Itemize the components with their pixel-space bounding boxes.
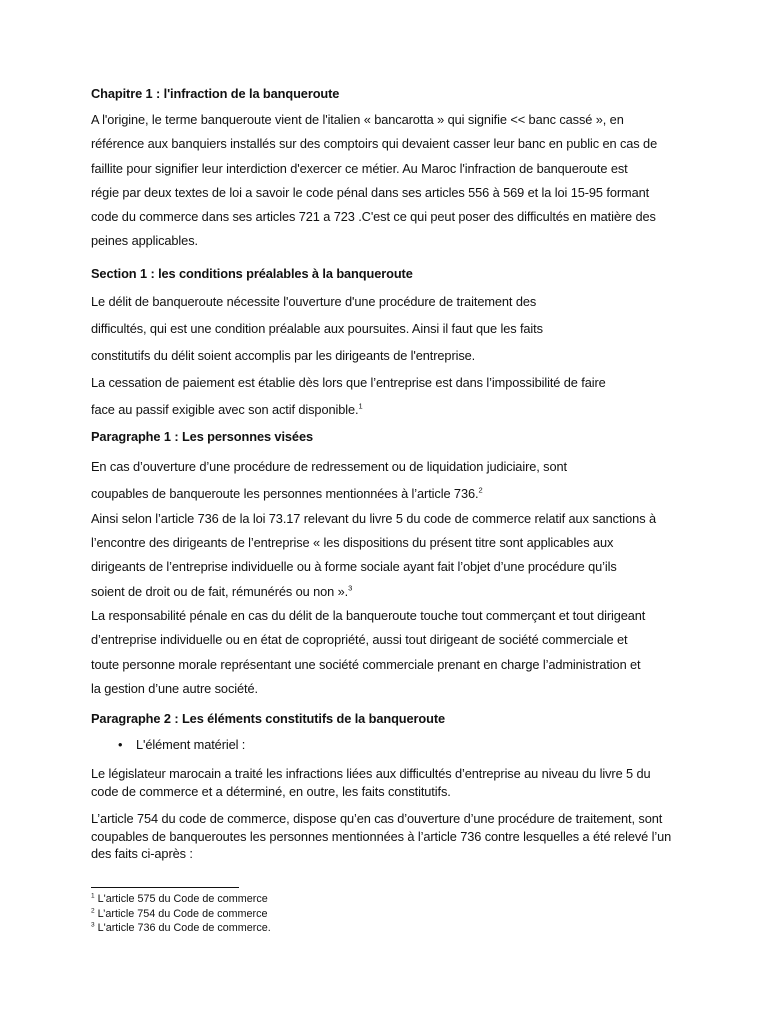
text-span: soient de droit ou de fait, rémunérés ou non ». xyxy=(91,583,349,599)
text-line: La cessation de paiement est établie dès lors que l’entreprise est dans l’impossibilité de faire xyxy=(91,374,606,390)
text-line: régie par deux textes de loi a savoir le code pénal dans ses articles 556 à 569 et la loi 15-95 formant xyxy=(91,184,650,200)
footnote-ref[interactable]: 1 xyxy=(358,401,363,411)
text-line: En cas d’ouverture d’une procédure de redressement ou de liquidation judiciaire, sont xyxy=(91,458,567,474)
footnote-text: L’article 754 du Code de commerce xyxy=(97,907,268,920)
text-line: constitutifs du délit soient accomplis par les dirigeants de l'entreprise. xyxy=(91,347,476,363)
chapter-title: Chapitre 1 : l'infraction de la banqueroute xyxy=(91,86,340,101)
paragraph2-text-b: L’article 754 du code de commerce, dispose qu’en cas d’ouverture d’une procédure de traitement, sont coupables de banqueroutes les personnes mentionnées à l’article 736 contre lesquelles a été relevé l’un des faits ci-après : xyxy=(91,811,672,862)
footnote-number: 1 xyxy=(91,892,95,900)
footnote-item xyxy=(91,907,271,922)
text-line: La responsabilité pénale en cas du délit de la banqueroute touche tout commerçant et tout dirigeant xyxy=(91,607,646,623)
bullet-label: L'élément matériel : xyxy=(136,737,246,753)
paragraph1-text-c xyxy=(91,604,681,701)
intro-paragraph xyxy=(91,108,681,254)
text-line: dirigeants de l’entreprise individuelle ou à forme sociale ayant fait l’objet d’une procédure qu’ils xyxy=(91,559,617,575)
footnotes xyxy=(91,892,271,936)
footnote-item xyxy=(91,921,271,936)
paragraph1-text-b xyxy=(91,507,681,604)
text-line-with-note xyxy=(91,480,681,507)
document-body xyxy=(91,84,681,863)
text-line-with-note xyxy=(91,396,681,423)
text-line: A l'origine, le terme banqueroute vient de l'italien « bancarotta » qui signifie << banc cassé », en xyxy=(91,112,624,127)
bullet-item xyxy=(91,733,681,757)
text-line: toute personne morale représentant une société commerciale prenant en charge l’administration et xyxy=(91,656,641,672)
paragraph2-text-a: Le législateur marocain a traité les infractions liées aux difficultés d’entreprise au niveau du livre 5 du code de commerce et a déterminé, en outre, les faits constitutifs. xyxy=(91,766,651,799)
paragraph-title: Paragraphe 2 : Les éléments constitutifs de la banqueroute xyxy=(91,711,446,727)
footnote-separator xyxy=(91,887,239,888)
text-line: Le délit de banqueroute nécessite l'ouverture d'une procédure de traitement des xyxy=(91,293,537,309)
section1-paragraph xyxy=(91,288,681,423)
section-title: Section 1 : les conditions préalables à la banqueroute xyxy=(91,265,413,281)
text-line: l’encontre des dirigeants de l’entreprise « les dispositions du présent titre sont applicables aux xyxy=(91,535,614,551)
text-span: face au passif exigible avec son actif disponible. xyxy=(91,401,359,417)
bullet-icon: • xyxy=(118,737,123,753)
footnote-number: 2 xyxy=(91,907,95,914)
text-line: d’entreprise individuelle ou en état de copropriété, aussi tout dirigeant de société commerciale et xyxy=(91,632,628,648)
text-line-with-note xyxy=(91,580,681,604)
footnote-ref[interactable]: 3 xyxy=(348,583,353,593)
paragraph-title: Paragraphe 1 : Les personnes visées xyxy=(91,428,313,444)
footnote-text: L'article 575 du Code de commerce xyxy=(97,893,268,905)
text-line: la gestion d’une autre société. xyxy=(91,680,258,696)
text-span: coupables de banqueroute les personnes mentionnées à l’article 736. xyxy=(91,485,479,501)
text-line: code du commerce dans ses articles 721 a 723 .C'est ce qui peut poser des difficultés en matière des xyxy=(91,209,656,225)
text-line: Ainsi selon l’article 736 de la loi 73.17 relevant du livre 5 du code de commerce relatif aux sanctions à xyxy=(91,510,656,526)
footnote-ref[interactable]: 2 xyxy=(478,485,483,495)
text-line: peines applicables. xyxy=(91,233,198,249)
footnote-text: L'article 736 du Code de commerce. xyxy=(97,922,271,935)
text-line: faillite pour signifier leur interdiction d'exercer ce métier. Au Maroc l'infraction de banqueroute est xyxy=(91,160,628,176)
text-line: difficultés, qui est une condition préalable aux poursuites. Ainsi il faut que les faits xyxy=(91,320,543,336)
paragraph1-text-a xyxy=(91,453,681,507)
footnote-item xyxy=(91,892,271,907)
text-line: référence aux banquiers installés sur des comptoirs qui devaient casser leur banc en public en cas de xyxy=(91,136,658,152)
footnote-number: 3 xyxy=(91,921,95,929)
